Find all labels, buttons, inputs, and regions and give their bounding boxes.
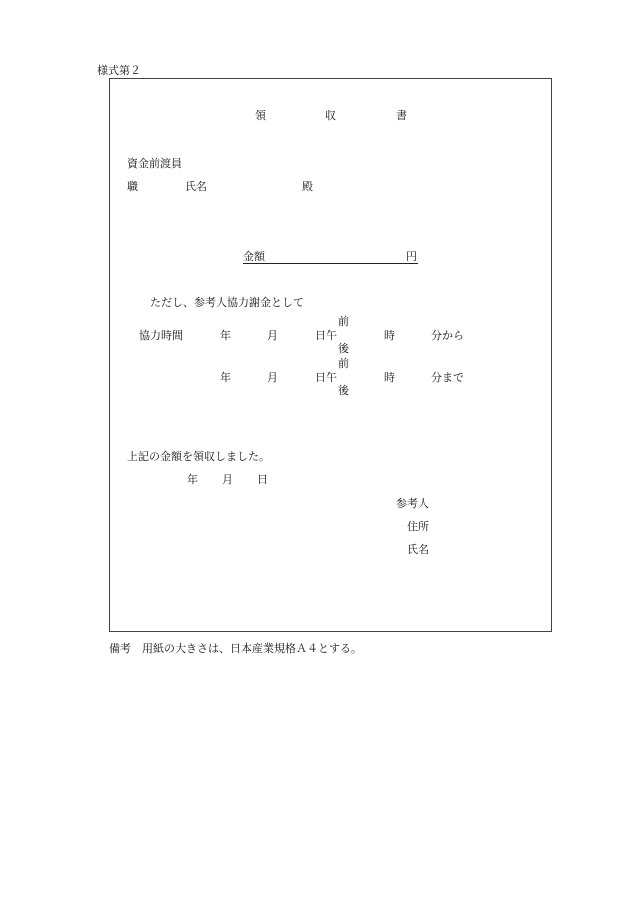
title-char-1: 領	[255, 109, 266, 122]
to-pm: 後	[338, 384, 349, 397]
from-day-noon: 日午	[315, 329, 337, 342]
amount-unit: 円	[406, 250, 417, 263]
recipient-name-label: 氏名	[185, 180, 207, 193]
to-hour: 時	[384, 371, 395, 384]
witness-name: 氏名	[407, 543, 429, 556]
witness-label: 参考人	[396, 497, 429, 510]
title-char-3: 書	[396, 109, 407, 122]
from-year: 年	[220, 329, 231, 342]
time-label: 協力時間	[139, 329, 183, 342]
receipt-month: 月	[222, 473, 233, 486]
to-am: 前	[338, 357, 349, 370]
from-month: 月	[267, 329, 278, 342]
to-month: 月	[267, 371, 278, 384]
amount-label: 金額	[243, 250, 265, 263]
amount-underline	[243, 263, 418, 264]
receipt-year: 年	[187, 473, 198, 486]
purpose-text: ただし、参考人協力謝金として	[150, 296, 304, 309]
to-minute: 分まで	[431, 371, 464, 384]
receipt-day: 日	[257, 473, 268, 486]
to-day-noon: 日午	[315, 371, 337, 384]
title-char-2: 収	[325, 109, 336, 122]
from-hour: 時	[384, 329, 395, 342]
recipient-title: 資金前渡員	[127, 157, 182, 170]
recipient-post-label: 職	[127, 180, 138, 193]
witness-address: 住所	[407, 520, 429, 533]
form-number: 様式第２	[97, 64, 141, 77]
from-minute: 分から	[431, 329, 464, 342]
to-year: 年	[220, 371, 231, 384]
recipient-honorific: 殿	[302, 180, 313, 193]
from-am: 前	[338, 315, 349, 328]
receipt-statement: 上記の金額を領収しました。	[127, 450, 270, 463]
footnote: 備考 用紙の大きさは、日本産業規格Ａ４とする。	[109, 642, 362, 655]
from-pm: 後	[338, 342, 349, 355]
